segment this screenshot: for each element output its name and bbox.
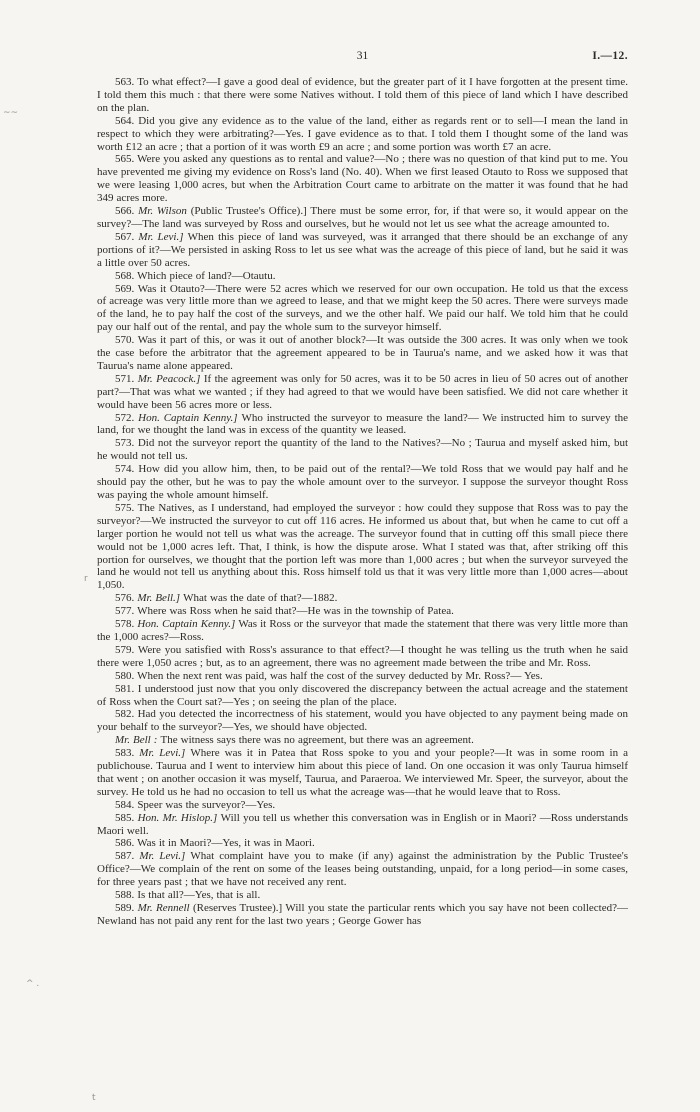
- speaker-name: Mr. Levi.]: [139, 747, 191, 760]
- speaker-name: Hon. Captain Kenny.]: [137, 618, 239, 631]
- transcript-paragraph: 571. Mr. Peacock.] If the agreement was only for 50 acres, was it to be 50 acres in lieu of 50 acres out of another part?—That was what we wanted ; if they had agreed to that we would have been satisfied. We did not care whether it would have been 56 acres more or less.: [97, 372, 628, 411]
- question-number: 576.: [115, 592, 138, 605]
- question-number: 573.: [115, 437, 138, 450]
- transcript-paragraph: 575. The Natives, as I understand, had employed the surveyor : how could they suppose that Ross was to pay the surveyor?—We instructed the surveyor to cut off 116 acres. He informed us about that, but when he came to cut off a larger portion he would not tell us what was the acreage. The surveyor found that in cutting off this small piece there would not be 1,000 acres left. That, I think, is how the dispute arose. What I stated was that, after striking off this portion for ourselves, we thought that the portion left was more than 1,000 acres ; but when the surveyor surveyed the land he would not tell us anything about this. Ross himself told us that it was very little more than 1,000 acres—about 1,050.: [97, 501, 628, 592]
- question-number: 582.: [115, 708, 138, 721]
- speaker-name: Mr. Bell :: [115, 734, 161, 747]
- document-reference: I.—12.: [592, 50, 628, 62]
- question-number: 577.: [115, 605, 138, 618]
- question-number: 566.: [115, 205, 139, 218]
- speaker-name: Mr. Peacock.]: [137, 372, 204, 385]
- speaker-name: Mr. Levi.]: [138, 230, 188, 243]
- speaker-name: Mr. Wilson: [138, 205, 191, 218]
- question-number: 580.: [115, 669, 138, 682]
- transcript-paragraph: 589. Mr. Rennell (Reserves Trustee).] Will you state the particular rents which you say have not been collected?—Newland has not paid any rent for the last two years ; George Gower has: [97, 902, 628, 927]
- transcript-paragraph: 583. Mr. Levi.] Where was it in Patea that Ross spoke to you and your people?—It was in some room in a publichouse. Taurua and I went to interview him about this piece of land. On one occasion it was only Taurua himself that went ; on another occasion it was myself, Taurua, and Paraeroa. We interviewed Mr. Speer, the surveyor, about the survey. He told us he had no occasion to tell us what the acreage was—that he would leave that to Ross.: [97, 747, 628, 798]
- question-number: 563.: [115, 76, 138, 88]
- question-number: 574.: [115, 463, 139, 476]
- question-number: 589.: [115, 902, 138, 914]
- transcript-paragraph: 568. Which piece of land?—Otautu.: [115, 269, 276, 282]
- pen-mark: ~~: [3, 108, 19, 118]
- question-number: 567.: [115, 230, 139, 243]
- question-number: 579.: [115, 643, 138, 656]
- question-number: 564.: [115, 114, 139, 127]
- transcript-paragraph: 569. Was it Otauto?—There were 52 acres which we reserved for our own occupation. He told us that the excess of acreage was very little more than we agreed to lease, and that we might keep the 50 acres. There were surveys made of the land, he to pay half the cost of the surveys, and we the other half. We paid our half. We told him that he could pay our half out of the rental, and pay the whole sum to the surveyor himself.: [97, 282, 628, 334]
- question-number: 569.: [115, 282, 138, 295]
- transcript-paragraph: 564. Did you give any evidence as to the value of the land, either as regards rent or to sell—I mean the land in respect to which they were arbitrating?—Yes. I gave evidence as to that. I told them I thought some of the land was worth £12 an acre ; that a portion of it was worth £9 an acre ; and some portion was worth £7 an acre.: [97, 114, 628, 153]
- transcript-paragraph: 574. How did you allow him, then, to be paid out of the rental?—We told Ross that we would pay half and he should pay the other, but he was to pay the whole amount over to the surveyor. I suppose the surveyor thought Ross was paying the whole amount himself.: [97, 463, 628, 501]
- transcript-paragraph: 581. I understood just now that you only discovered the discrepancy between the actual acreage and the statement of Ross when the Court sat?—Yes ; on seeing the plan of the place.: [97, 682, 628, 708]
- speaker-name: Hon. Captain Kenny.]: [138, 411, 242, 424]
- transcript-paragraph: 565. Were you asked any questions as to rental and value?—No ; there was no question of that kind put to me. You have prevented me giving my evidence on Ross's land (No. 40). When we first leased Otauto to Ross we supposed that we were leasing 1,000 acres, but when the Arbitration Court came to arbitrate on the matter it was found that he had 349 acres more.: [97, 153, 629, 205]
- question-number: 581.: [115, 682, 138, 695]
- transcript-paragraph: 584. Speer was the surveyor?—Yes.: [115, 798, 276, 811]
- question-number: 586.: [115, 837, 138, 850]
- transcript-paragraph: 572. Hon. Captain Kenny.] Who instructed the surveyor to measure the land?— We instructed him to survey the land, for we thought the land was in excess of the quantity we leased.: [97, 411, 629, 437]
- transcript-paragraph: 588. Is that all?—Yes, that is all.: [115, 889, 261, 902]
- transcript-paragraph: 567. Mr. Levi.] When this piece of land was surveyed, was it arranged that there should be an exchange of any portions of it?—We persisted in asking Ross to let us see what was the acreage of this piece of land, but he said it was a little over 50 acres.: [97, 230, 629, 269]
- question-number: 585.: [115, 811, 138, 824]
- question-number: 587.: [115, 850, 140, 863]
- question-number: 570.: [115, 334, 138, 347]
- transcript-paragraph: 582. Had you detected the incorrectness of his statement, would you have objected to any payment being made on your behalf to the surveyor?—Yes, we should have objected.: [97, 708, 628, 734]
- transcript-paragraph: 587. Mr. Levi.] What complaint have you to make (if any) against the administration by the Public Trustee's Office?—We complain of the rent on some of the leases being outstanding, unpaid, for a long period—in some cases, for three years past ; that we have not received any rent.: [97, 850, 628, 889]
- question-number: 578.: [115, 618, 138, 631]
- question-number: 588.: [115, 889, 138, 902]
- transcript-paragraph: 576. Mr. Bell.] What was the date of that?—1882.: [115, 592, 338, 605]
- page-header: [97, 50, 628, 66]
- question-number: 568.: [115, 269, 138, 282]
- transcript-paragraph: 563. To what effect?—I gave a good deal of evidence, but the greater part of it I have forgotten at the present time. I told them this much : that there were some Natives without. I told them of this piece of land which I have described on the plan.: [97, 76, 628, 114]
- speaker-name: Hon. Mr. Hislop.]: [137, 811, 221, 824]
- transcript-paragraph: 577. Where was Ross when he said that?—He was in the township of Patea.: [115, 605, 454, 618]
- transcript-paragraph: 573. Did not the surveyor report the quantity of the land to the Natives?—No ; Taurua and myself asked him, but he would not tell us.: [97, 437, 628, 463]
- speaker-name: Mr. Levi.]: [139, 850, 191, 863]
- pen-mark: r: [84, 574, 88, 584]
- transcript-interjection: Mr. Bell : The witness says there was no agreement, but there was an agreement.: [115, 734, 474, 747]
- transcript-paragraph: 566. Mr. Wilson (Public Trustee's Office).] There must be some error, for, if that were so, it would appear on the survey?—The land was surveyed by Ross and ourselves, but he would not let us see what the acreage amounted to.: [97, 205, 628, 230]
- speaker-name: Mr. Rennell: [137, 902, 193, 914]
- transcript-paragraph: 570. Was it part of this, or was it out of another block?—It was outside the 300 acres. It was only when we took the case before the arbitrator that the agreement appeared to be in Taurua's name, and we asked how it was that Taurua's name alone appeared.: [97, 334, 628, 372]
- transcript-paragraph: 579. Were you satisfied with Ross's assurance to that effect?—I thought he was telling us the truth when he said there were 1,050 acres ; but, as to an agreement, there was no agreement made between the tribe and Mr. Ross.: [97, 643, 629, 669]
- transcript-paragraph: 580. When the next rent was paid, was half the cost of the survey deducted by Mr. Ross?— Yes.: [115, 669, 543, 682]
- question-number: 571.: [115, 372, 138, 385]
- page-number: 31: [356, 50, 369, 62]
- transcript-paragraph: 578. Hon. Captain Kenny.] Was it Ross or the surveyor that made the statement that there was very little more than the 1,000 acres?—Ross.: [97, 618, 628, 643]
- question-number: 584.: [115, 798, 138, 811]
- question-number: 565.: [115, 153, 138, 166]
- question-number: 575.: [115, 501, 138, 514]
- speaker-name: Mr. Bell.]: [137, 592, 184, 605]
- pen-mark: t: [92, 1093, 96, 1103]
- question-number: 572.: [115, 411, 139, 424]
- pen-mark: ^ .: [26, 979, 40, 989]
- transcript-body: [97, 76, 628, 928]
- transcript-paragraph: 586. Was it in Maori?—Yes, it was in Maori.: [115, 837, 315, 850]
- transcript-paragraph: 585. Hon. Mr. Hislop.] Will you tell us whether this conversation was in English or in Maori? —Ross understands Maori well.: [97, 811, 628, 837]
- question-number: 583.: [115, 747, 140, 760]
